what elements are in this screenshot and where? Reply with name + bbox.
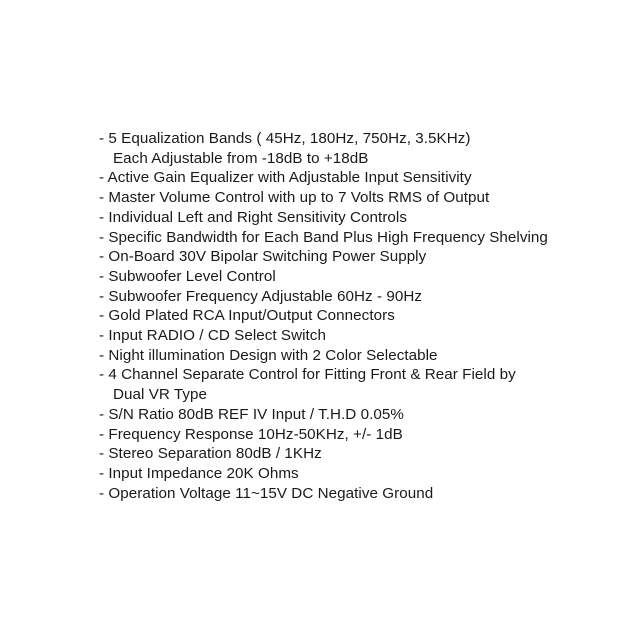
spec-line: - Frequency Response 10Hz-50KHz, +/- 1dB — [99, 425, 403, 443]
spec-line: - Active Gain Equalizer with Adjustable Input Sensitivity — [99, 169, 472, 187]
spec-line: - Input Impedance 20K Ohms — [99, 464, 299, 482]
spec-line: - Stereo Separation 80dB / 1KHz — [99, 445, 322, 463]
spec-line: - Operation Voltage 11~15V DC Negative Ground — [99, 484, 434, 502]
spec-line: - Master Volume Control with up to 7 Volts RMS of Output — [99, 189, 490, 207]
spec-line: - Night illumination Design with 2 Color Selectable — [99, 346, 438, 364]
spec-line: - On-Board 30V Bipolar Switching Power Supply — [99, 248, 427, 266]
spec-list — [99, 129, 629, 503]
spec-line: - Individual Left and Right Sensitivity Controls — [99, 208, 407, 226]
spec-line-continuation: Each Adjustable from -18dB to +18dB — [113, 149, 369, 167]
spec-line: - Specific Bandwidth for Each Band Plus High Frequency Shelving — [99, 228, 548, 246]
spec-line-continuation: Dual VR Type — [113, 386, 208, 404]
spec-line: - S/N Ratio 80dB REF IV Input / T.H.D 0.05% — [99, 405, 404, 423]
spec-line: - Subwoofer Level Control — [99, 267, 276, 285]
spec-line: - Subwoofer Frequency Adjustable 60Hz - 90Hz — [99, 287, 422, 305]
spec-line: - Input RADIO / CD Select Switch — [99, 327, 326, 345]
spec-line: - Gold Plated RCA Input/Output Connectors — [99, 307, 395, 325]
spec-line: - 4 Channel Separate Control for Fitting Front & Rear Field by — [99, 366, 516, 384]
spec-line: - 5 Equalization Bands ( 45Hz, 180Hz, 750Hz, 3.5KHz) — [99, 130, 471, 147]
